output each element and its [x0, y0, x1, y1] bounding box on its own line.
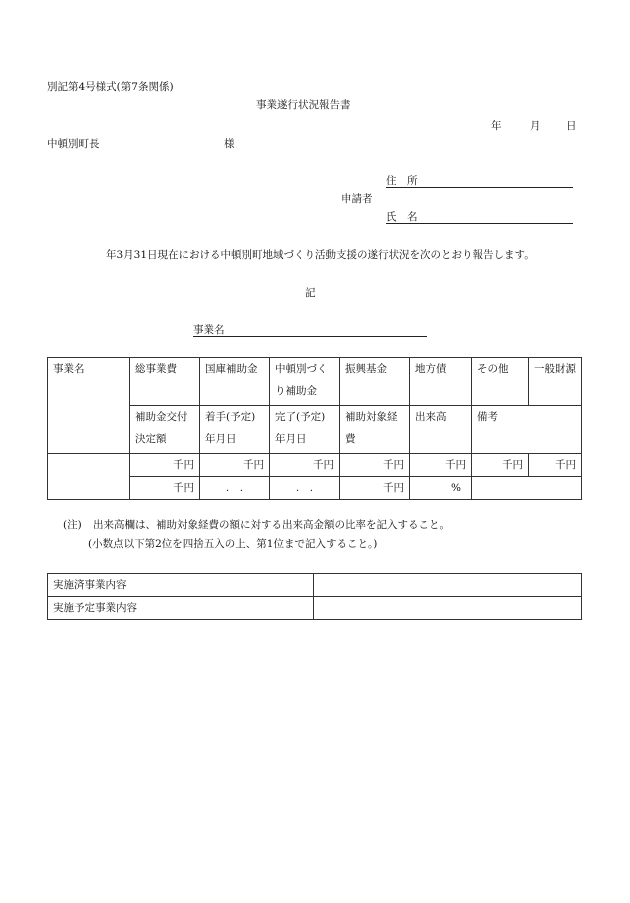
applicant-label: 申請者	[341, 193, 373, 205]
header-town-subsidy: 中頓別づくり補助金	[270, 358, 340, 406]
completion-date-cell[interactable]: . .	[270, 477, 340, 500]
header-completion-date: 完了(予定)年月日	[270, 406, 340, 454]
addressee-honorific: 様	[224, 138, 235, 150]
start-date-cell[interactable]: . .	[200, 477, 270, 500]
date-day: 日	[566, 120, 577, 132]
header-promotion-fund: 振興基金	[340, 358, 410, 406]
document-title: 事業遂行状況報告書	[256, 99, 351, 111]
status-table	[47, 357, 582, 500]
statement: 年3月31日現在における中頓別町地域づくり活動支援の遂行状況を次のとおり報告します。	[106, 249, 535, 261]
table-row	[48, 454, 582, 477]
promotion-fund-cell[interactable]: 千円	[340, 454, 410, 477]
planned-content-cell[interactable]	[314, 597, 582, 620]
address-label: 住 所	[386, 175, 418, 187]
completed-content-cell[interactable]	[314, 574, 582, 597]
planned-content-label: 実施予定事業内容	[48, 597, 314, 620]
eligible-cost-cell[interactable]: 千円	[340, 477, 410, 500]
ki-mark: 記	[305, 287, 316, 299]
header-progress: 出来高	[410, 406, 472, 454]
project-name-line	[193, 336, 427, 337]
header-national-subsidy: 国庫補助金	[200, 358, 270, 406]
note-label: (注)	[63, 519, 82, 531]
town-subsidy-cell[interactable]: 千円	[270, 454, 340, 477]
header-other: その他	[472, 358, 529, 406]
progress-cell[interactable]: %	[410, 477, 472, 500]
address-line	[386, 187, 573, 188]
table-row	[48, 597, 582, 620]
header-remarks: 備考	[472, 406, 582, 454]
remarks-cell[interactable]	[472, 477, 582, 500]
project-name-cell[interactable]	[48, 454, 130, 500]
date-month: 月	[530, 120, 541, 132]
header-general-revenue: 一般財源	[529, 358, 582, 406]
total-cost-cell[interactable]: 千円	[130, 454, 200, 477]
table-row	[48, 574, 582, 597]
addressee-name: 中頓別町長	[47, 138, 100, 150]
header-start-date: 着手(予定)年月日	[200, 406, 270, 454]
other-cell[interactable]: 千円	[472, 454, 529, 477]
general-revenue-cell[interactable]: 千円	[529, 454, 582, 477]
grant-decision-cell[interactable]: 千円	[130, 477, 200, 500]
name-line	[386, 223, 573, 224]
national-subsidy-cell[interactable]: 千円	[200, 454, 270, 477]
note-line-2: (小数点以下第2位を四捨五入の上、第1位まで記入すること。)	[88, 538, 378, 550]
name-label: 氏 名	[386, 211, 418, 223]
project-name-label: 事業名	[193, 324, 225, 336]
header-local-bond: 地方債	[410, 358, 472, 406]
header-project-name: 事業名	[48, 358, 130, 454]
date-year: 年	[491, 120, 502, 132]
local-bond-cell[interactable]: 千円	[410, 454, 472, 477]
header-grant-decision: 補助金交付決定額	[130, 406, 200, 454]
form-id: 別記第4号様式(第7条関係)	[47, 81, 174, 93]
table-header-row-1	[48, 358, 582, 406]
note-line-1: 出来高欄は、補助対象経費の額に対する出来高金額の比率を記入すること。	[93, 519, 450, 531]
content-table	[47, 573, 582, 620]
completed-content-label: 実施済事業内容	[48, 574, 314, 597]
header-total-cost: 総事業費	[130, 358, 200, 406]
header-eligible-cost: 補助対象経費	[340, 406, 410, 454]
